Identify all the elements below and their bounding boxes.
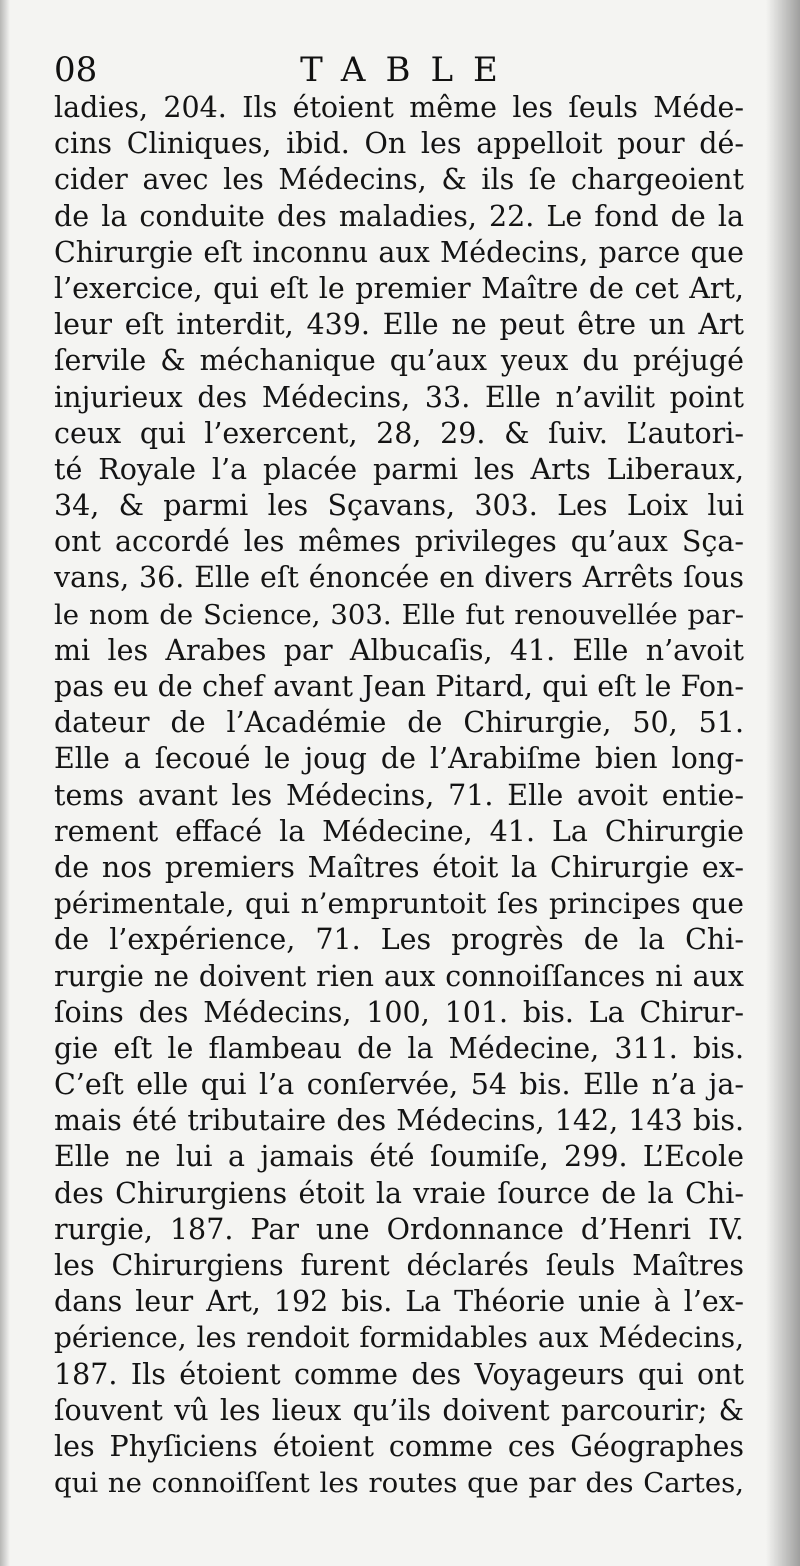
text-line: périence, les rendoit formidables aux Médecins, [54,1321,744,1355]
text-line: ſouvent vû les lieux qu’ils doivent parcourir; & [54,1393,744,1427]
text-line: vans, 36. Elle eſt énoncée en divers Arrêts ſous [54,561,744,595]
text-line: mais été tributaire des Médecins, 142, 143 bis. [54,1104,744,1138]
page-edge-shadow-right [766,0,800,1566]
text-line: rement effacé la Médecine, 41. La Chirurgie [54,814,744,848]
text-line: de la conduite des maladies, 22. Le fond de la [54,199,744,233]
text-line: dans leur Art, 192 bis. La Théorie unie à l’ex- [54,1285,744,1319]
text-line: pas eu de chef avant Jean Pitard, qui eſt le Fon- [54,670,744,703]
text-line: de nos premiers Maîtres étoit la Chirurgie ex- [54,850,744,884]
text-line: périmentale, qui n’empruntoit ſes principes que [54,887,744,921]
text-line: 34, & parmi les Sçavans, 303. Les Loix lui [54,489,744,523]
page-number: 08 [54,50,98,90]
text-line: des Chirurgiens étoit la vraie ſource de la Chi- [54,1176,744,1210]
text-line: Elle ne lui a jamais été ſoumiſe, 299. L’Ecole [54,1140,744,1174]
text-line: l’exercice, qui eſt le premier Maître de cet Art, [54,271,744,305]
running-title: TABLE [300,50,518,90]
text-line: rurgie, 187. Par une Ordonnance d’Henri IV. [54,1212,744,1246]
text-line: cins Cliniques, ibid. On les appelloit pour dé- [54,127,744,161]
text-line: le nom de Science, 303. Elle fut renouvellée par- [54,598,744,631]
text-line: Elle a ſecoué le joug de l’Arabiſme bien long- [54,742,744,776]
text-line: gie eſt le flambeau de la Médecine, 311. bis. [54,1031,744,1065]
text-line: cider avec les Médecins, & ils ſe chargeoient [54,163,744,197]
text-line: ont accordé les mêmes privileges qu’aux Sça- [54,525,744,559]
text-line: les Phyſiciens étoient comme ces Géographes [54,1429,744,1463]
text-line: ſoins des Médecins, 100, 101. bis. La Chirur- [54,995,744,1029]
text-line: qui ne connoiſſent les routes que par des Cartes, [54,1467,744,1500]
text-line: leur eſt interdit, 439. Elle ne peut être un Art [54,308,744,342]
text-line: ſervile & méchanique qu’aux yeux du préjugé [54,344,744,378]
text-line: ceux qui l’exercent, 28, 29. & ſuiv. L’autori- [54,416,744,450]
text-line: té Royale l’a placée parmi les Arts Liberaux, [54,452,744,486]
index-text-block [54,90,744,1501]
text-line: de l’expérience, 71. Les progrès de la Chi- [54,923,744,957]
text-line: rurgie ne doivent rien aux connoiſſances ni aux [54,959,744,993]
text-line: 187. Ils étoient comme des Voyageurs qui ont [54,1357,744,1391]
text-line: dateur de l’Académie de Chirurgie, 50, 51. [54,706,744,740]
text-line: ladies, 204. Ils étoient même les ſeuls Méde- [54,91,744,124]
text-line: tems avant les Médecins, 71. Elle avoit entie- [54,778,744,812]
page-edge-shadow-left [0,0,10,1566]
text-line: Chirurgie eſt inconnu aux Médecins, parce que [54,235,744,269]
text-line: les Chirurgiens furent déclarés ſeuls Maîtres [54,1249,744,1282]
text-line: mi les Arabes par Albucaſis, 41. Elle n’avoit [54,633,744,667]
text-line: injurieux des Médecins, 33. Elle n’avilit point [54,380,744,414]
text-line: C’eſt elle qui l’a conſervée, 54 bis. Elle n’a ja- [54,1068,744,1102]
